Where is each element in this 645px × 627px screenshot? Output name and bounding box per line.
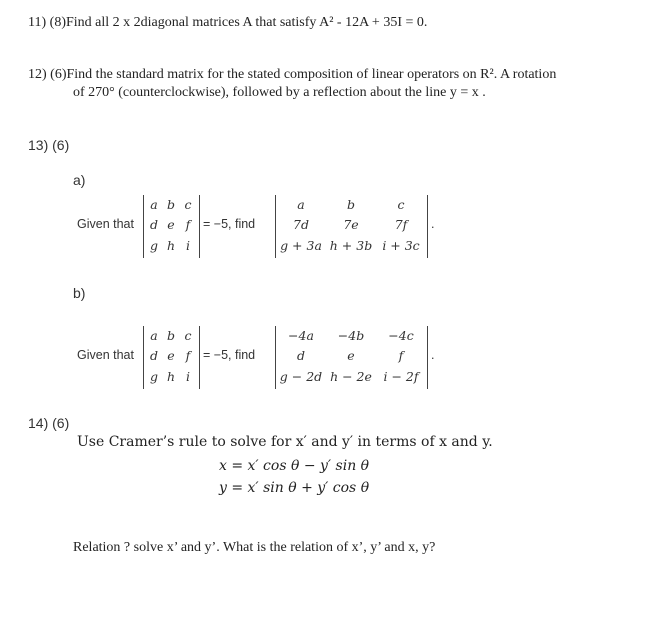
question-11 — [28, 15, 427, 31]
matrix-cell: i − 2f — [383, 369, 419, 384]
matrix-cell: a — [150, 328, 158, 343]
q12-number: 12) — [28, 67, 47, 82]
q13b-left-det-bar-right — [199, 326, 200, 389]
matrix-cell: b — [346, 197, 355, 212]
q13b-left-matrix — [146, 326, 198, 389]
q12-line2: of 270° (counterclockwise), followed by a reflection about the line y = x . — [73, 85, 486, 100]
matrix-cell: h − 2e — [330, 369, 372, 384]
q13a-left-det-bar-left — [143, 195, 144, 258]
matrix-cell: e — [167, 217, 175, 232]
matrix-cell: h — [166, 369, 176, 384]
q13a-given-label: Given that — [77, 217, 134, 231]
matrix-cell: h — [166, 238, 176, 253]
q12-points: (6) — [50, 67, 67, 82]
q11-number: 11) — [28, 15, 47, 30]
matrix-cell: f — [185, 217, 191, 232]
q13b-end-mark: . — [431, 348, 435, 362]
q13b-right-matrix — [276, 326, 426, 389]
matrix-cell: g — [149, 369, 158, 384]
q13a-end-mark: . — [431, 217, 435, 231]
matrix-cell: f — [398, 348, 404, 363]
matrix-cell: c — [184, 328, 192, 343]
q13b-right-det-bar-right — [427, 326, 428, 389]
q14-equation-1: x = x′ cos θ − y′ sin θ — [219, 458, 370, 474]
matrix-cell: d — [149, 348, 158, 363]
matrix-cell: −4b — [337, 328, 365, 343]
matrix-cell: e — [167, 348, 175, 363]
matrix-cell: i — [186, 238, 190, 253]
q13b-equals-text: = −5, find — [203, 348, 256, 362]
matrix-cell: g − 2d — [279, 369, 323, 384]
q12-line1: Find the standard matrix for the stated composition of linear operators on R². A rotation — [66, 67, 557, 82]
matrix-cell: 7f — [394, 217, 408, 232]
q14-header: 14) (6) — [28, 415, 70, 431]
q13a-label: a) — [73, 172, 86, 188]
matrix-cell: −4a — [288, 328, 314, 343]
matrix-cell: b — [166, 328, 175, 343]
matrix-cell: e — [347, 348, 355, 363]
q13a-right-det-bar-right — [427, 195, 428, 258]
q13a-equals-text: = −5, find — [203, 217, 256, 231]
question-12 — [28, 67, 556, 83]
q14-relation: Relation ? solve x’ and y’. What is the relation of x’, y’ and x, y? — [73, 540, 436, 555]
q13-header: 13) (6) — [28, 137, 70, 153]
matrix-cell: c — [397, 197, 405, 212]
q13a-left-det-bar-right — [199, 195, 200, 258]
matrix-cell: d — [296, 348, 305, 363]
q13b-label: b) — [73, 285, 86, 301]
matrix-cell: b — [166, 197, 175, 212]
q13b-given-label: Given that — [77, 348, 134, 362]
matrix-cell: c — [184, 197, 192, 212]
q13b-left-det-bar-left — [143, 326, 144, 389]
matrix-cell: i + 3c — [382, 238, 420, 253]
matrix-cell: 7d — [293, 217, 309, 232]
matrix-cell: f — [185, 348, 191, 363]
matrix-cell: −4c — [388, 328, 414, 343]
q11-points: (8) — [49, 15, 66, 30]
matrix-cell: d — [149, 217, 158, 232]
matrix-cell: a — [297, 197, 305, 212]
q14-instruction: Use Cramer’s rule to solve for x′ and y′ in terms of x and y. — [77, 434, 493, 450]
q11-text: Find all 2 x 2diagonal matrices A that satisfy A² - 12A + 35I = 0. — [65, 15, 428, 30]
matrix-cell: 7e — [343, 217, 359, 232]
q14-equation-2: y = x′ sin θ + y′ cos θ — [219, 480, 370, 496]
q13a-right-matrix — [276, 195, 426, 258]
matrix-cell: g + 3a — [280, 238, 322, 253]
matrix-cell: g — [149, 238, 158, 253]
matrix-cell: a — [150, 197, 158, 212]
matrix-cell: h + 3b — [329, 238, 373, 253]
q13a-left-matrix — [146, 195, 198, 258]
matrix-cell: i — [186, 369, 190, 384]
